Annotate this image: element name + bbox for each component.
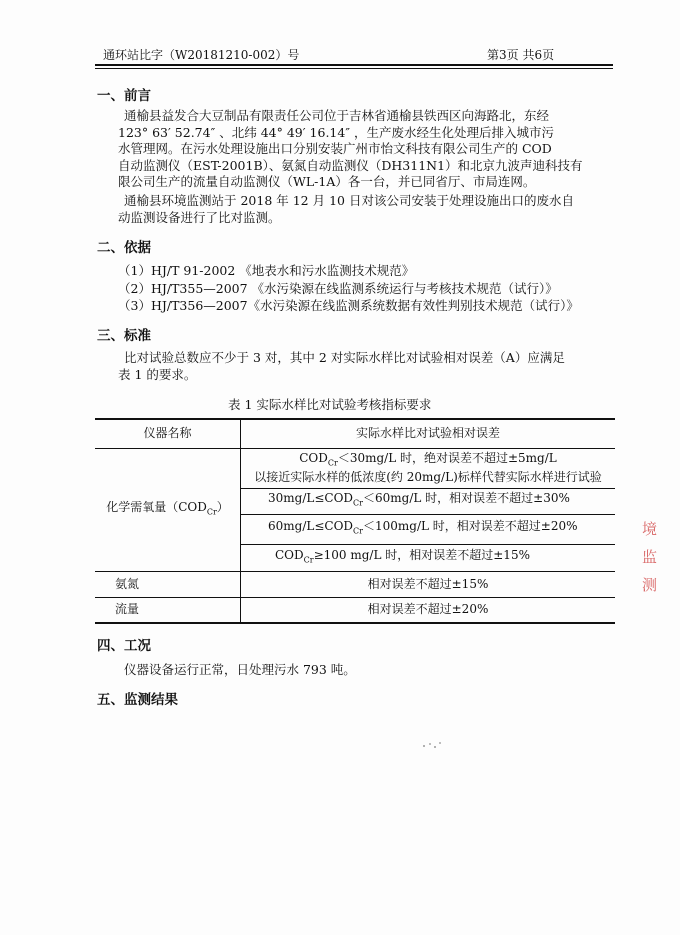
basis-item-3: （3）HJ/T356—2007《水污染源在线监测系统数据有效性判别技术规范（试行）》 [118,298,579,313]
header-rule-thick [95,64,613,66]
text-line: 自动监测仪（EST-2001B）、氨氮自动监测仪（DH311N1）和北京九波声迪科技有 [118,157,583,173]
conditions-paragraph: 仪器设备运行正常，日处理污水 793 吨。 [124,662,356,677]
foreword-paragraph-1 [118,108,594,191]
text-line: 通榆县益发合大豆制品有限责任公司位于吉林省通榆县铁西区向海路北，东经 [124,108,550,123]
text-line: 水管理网。在污水处理设施出口分别安装广州市怡文科技有限公司生产的 COD [118,141,552,156]
cod-subscript: Cr [206,507,217,517]
cod-row-30-60: $30mg/L\le COD_{Cr}<60mg/L$ 时，相对误差不超过±30% [241,488,616,514]
basis-item-1: （1）HJ/T 91-2002 《地表水和污水监测技术规范》 [118,263,415,278]
ammonia-error-value: 相对误差不超过±15% [241,571,616,597]
seal-char: 测 [642,576,658,594]
section-basis-title: 二、依据 [97,240,151,256]
text-line: 限公司生产的流量自动监测仪（WL-1A）各一台，并已同省厅、市局连网。 [118,174,536,189]
cod-instrument-cell [95,448,241,571]
header-rule-thin [95,68,613,69]
foreword-paragraph-2 [118,193,594,226]
cod-label-close: ） [216,499,229,514]
table-header-instrument: 仪器名称 [95,419,241,448]
ammonia-instrument-label: 氨氮 [95,571,241,597]
flow-instrument-label: 流量 [95,597,241,623]
text-line: 比对试验总数应不少于 3 对，其中 2 对实际水样比对试验相对误差（A）应满足 [124,350,565,365]
page-number: 第3页 共6页 [487,48,555,62]
text-line: 通榆县环境监测站于 2018 年 12 月 10 日对该公司安装于处理设施出口的废水自 [124,193,574,208]
table-header-error: 实际水样比对试验相对误差 [241,419,616,448]
cod-row-low [241,448,616,488]
criteria-table [95,418,615,624]
section-standard-title: 三、标准 [97,328,151,344]
section-conditions-title: 四、工况 [97,638,151,654]
seal-char: 监 [642,548,658,566]
basis-item-2: （2）HJ/T355—2007 《水污染源在线监测系统运行与考核技术规范（试行）》 [118,281,558,296]
text-line: 123° 63′ 52.74″ 、北纬 44° 49′ 16.14″ ，生产废水经生化处理后排入城市污 [118,124,554,140]
cod-low-line-1: $COD_{Cr}<30mg/L$ 时，绝对误差不超过±5mg/L [299,450,557,468]
section-foreword-title: 一、前言 [97,88,151,104]
text-line: 表 1 的要求。 [118,366,197,382]
seal-char: 境 [642,520,658,538]
flow-error-value: 相对误差不超过±20% [241,597,616,623]
cod-instrument-label: 化学需氧量（COD [106,499,207,514]
partial-seal [642,518,672,608]
cod-low-line-2: 以接近实际水样的低浓度(约 20mg/L)标样代替实际水样进行试验 [254,470,602,485]
text-line: 动监测设备进行了比对监测。 [118,209,281,225]
standard-paragraph [118,350,594,383]
cod-row-100-plus: $COD_{Cr}\ge 100$ mg/L 时，相对误差不超过±15% [241,544,616,571]
section-results-title: 五、监测结果 [97,692,178,708]
table-caption: 表 1 实际水样比对试验考核指标要求 [228,397,432,412]
doc-number: 通环站比字（W20181210-002）号 [103,48,300,62]
scan-specks [420,738,444,754]
cod-row-60-100: $60mg/L\le COD_{Cr}<100mg/L$ 时，相对误差不超过±20% [241,514,616,544]
